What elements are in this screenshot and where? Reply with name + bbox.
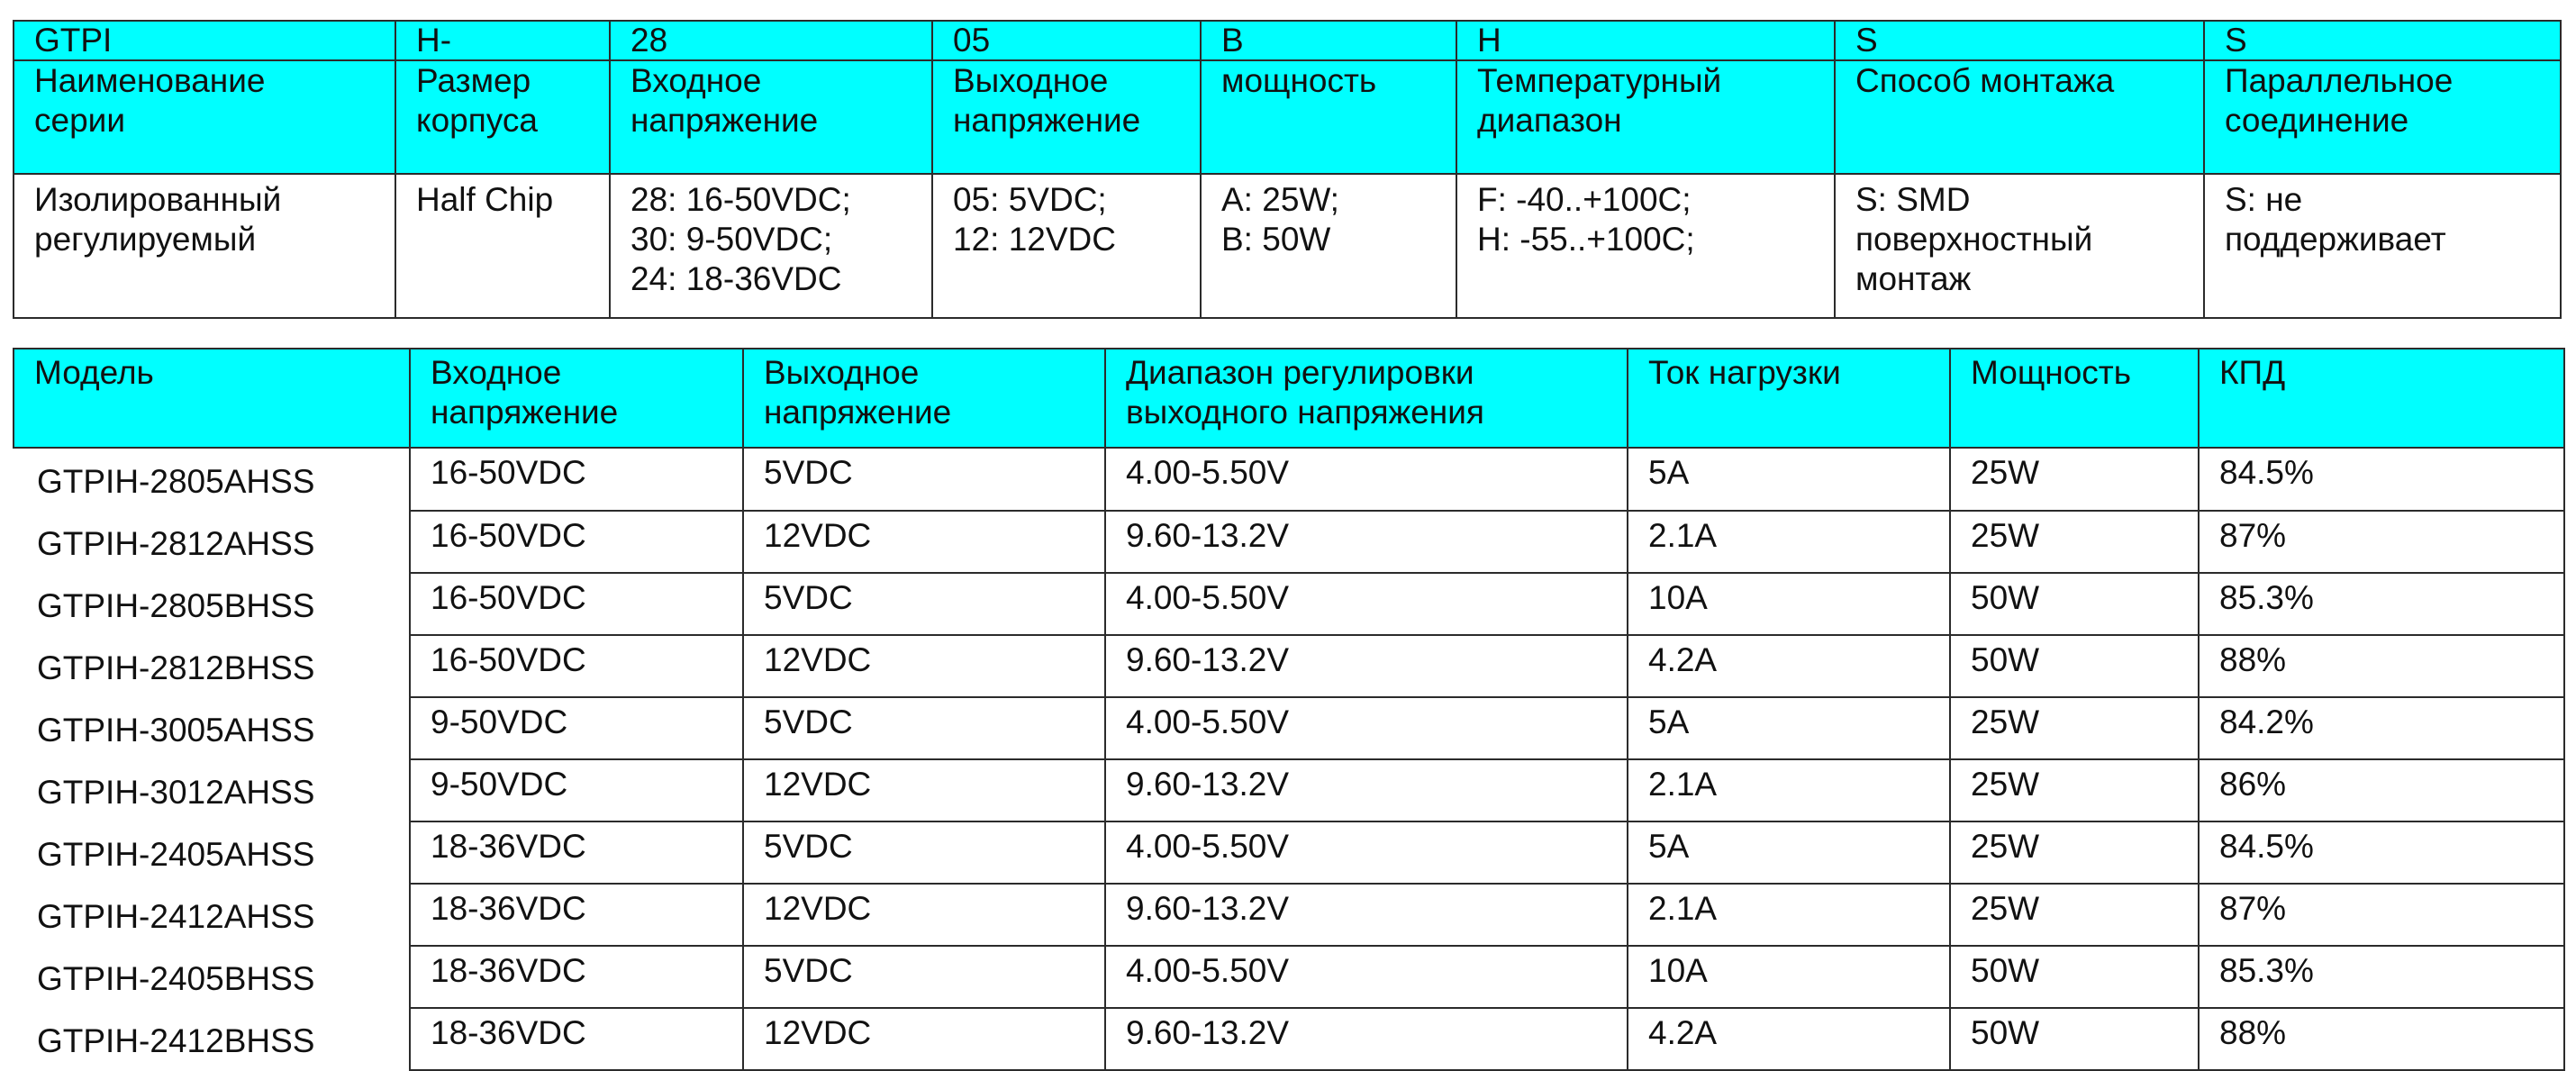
- model-cell: GTPIH-3005AHSS: [14, 697, 410, 759]
- current-cell: 10A: [1628, 573, 1950, 635]
- header-temp-range: Температурный диапазон: [1456, 60, 1835, 174]
- current-cell: 5A: [1628, 821, 1950, 884]
- power-cell: 25W: [1950, 511, 2199, 573]
- current-cell: 2.1A: [1628, 884, 1950, 946]
- model-rows: [14, 448, 2564, 1070]
- table-row: [14, 573, 2564, 635]
- value-case-size: Half Chip: [395, 174, 610, 318]
- output-cell: 5VDC: [743, 573, 1105, 635]
- model-cell: GTPIH-2805AHSS: [14, 448, 410, 511]
- value-mounting: S: SMD поверхностный монтаж: [1835, 174, 2204, 318]
- efficiency-cell: 84.5%: [2199, 448, 2564, 511]
- current-cell: 5A: [1628, 448, 1950, 511]
- code-cell-output: 05: [932, 21, 1201, 60]
- current-cell: 10A: [1628, 946, 1950, 1008]
- efficiency-cell: 87%: [2199, 511, 2564, 573]
- value-output-voltage: 05: 5VDC; 12: 12VDC: [932, 174, 1201, 318]
- adjust-cell: 4.00-5.50V: [1105, 821, 1628, 884]
- code-cell-mount: S: [1835, 21, 2204, 60]
- code-cell-size: H-: [395, 21, 610, 60]
- code-row: [14, 21, 2561, 60]
- model-cell: GTPIH-2812AHSS: [14, 511, 410, 573]
- model-cell: GTPIH-2405AHSS: [14, 821, 410, 884]
- power-cell: 25W: [1950, 759, 2199, 821]
- code-value-row: [14, 174, 2561, 318]
- model-cell: GTPIH-2405BHSS: [14, 946, 410, 1008]
- table-row: [14, 759, 2564, 821]
- power-cell: 25W: [1950, 697, 2199, 759]
- adjust-cell: 4.00-5.50V: [1105, 448, 1628, 511]
- header-efficiency: КПД: [2199, 349, 2564, 448]
- efficiency-cell: 86%: [2199, 759, 2564, 821]
- header-power-col: Мощность: [1950, 349, 2199, 448]
- header-adjust-range: Диапазон регулировки выходного напряжения: [1105, 349, 1628, 448]
- model-code-table: [13, 20, 2562, 319]
- header-power: мощность: [1201, 60, 1456, 174]
- adjust-cell: 9.60-13.2V: [1105, 635, 1628, 697]
- model-cell: GTPIH-3012AHSS: [14, 759, 410, 821]
- adjust-cell: 9.60-13.2V: [1105, 884, 1628, 946]
- value-parallel: S: не поддерживает: [2204, 174, 2561, 318]
- output-cell: 5VDC: [743, 821, 1105, 884]
- output-cell: 12VDC: [743, 511, 1105, 573]
- header-case-size: Размер корпуса: [395, 60, 610, 174]
- code-cell-parallel: S: [2204, 21, 2561, 60]
- efficiency-cell: 87%: [2199, 884, 2564, 946]
- table-row: [14, 448, 2564, 511]
- model-header-row: [14, 349, 2564, 448]
- adjust-cell: 4.00-5.50V: [1105, 573, 1628, 635]
- output-cell: 5VDC: [743, 946, 1105, 1008]
- current-cell: 2.1A: [1628, 511, 1950, 573]
- value-temp-range: F: -40..+100C; H: -55..+100C;: [1456, 174, 1835, 318]
- header-input-voltage: Входное напряжение: [610, 60, 932, 174]
- output-cell: 5VDC: [743, 448, 1105, 511]
- header-input: Входное напряжение: [410, 349, 743, 448]
- efficiency-cell: 84.5%: [2199, 821, 2564, 884]
- efficiency-cell: 88%: [2199, 635, 2564, 697]
- value-series-name: Изолированный регулируемый: [14, 174, 395, 318]
- output-cell: 12VDC: [743, 884, 1105, 946]
- input-cell: 16-50VDC: [410, 448, 743, 511]
- power-cell: 50W: [1950, 946, 2199, 1008]
- code-cell-input: 28: [610, 21, 932, 60]
- value-power: A: 25W; B: 50W: [1201, 174, 1456, 318]
- table-row: [14, 697, 2564, 759]
- adjust-cell: 9.60-13.2V: [1105, 759, 1628, 821]
- current-cell: 4.2A: [1628, 1008, 1950, 1070]
- table-row: [14, 821, 2564, 884]
- efficiency-cell: 84.2%: [2199, 697, 2564, 759]
- code-cell-power: B: [1201, 21, 1456, 60]
- header-output: Выходное напряжение: [743, 349, 1105, 448]
- header-model: Модель: [14, 349, 410, 448]
- input-cell: 16-50VDC: [410, 635, 743, 697]
- input-cell: 18-36VDC: [410, 884, 743, 946]
- current-cell: 2.1A: [1628, 759, 1950, 821]
- input-cell: 18-36VDC: [410, 821, 743, 884]
- efficiency-cell: 88%: [2199, 1008, 2564, 1070]
- power-cell: 50W: [1950, 1008, 2199, 1070]
- current-cell: 5A: [1628, 697, 1950, 759]
- model-cell: GTPIH-2805BHSS: [14, 573, 410, 635]
- adjust-cell: 4.00-5.50V: [1105, 697, 1628, 759]
- input-cell: 16-50VDC: [410, 573, 743, 635]
- adjust-cell: 9.60-13.2V: [1105, 1008, 1628, 1070]
- power-cell: 50W: [1950, 635, 2199, 697]
- header-load-current: Ток нагрузки: [1628, 349, 1950, 448]
- output-cell: 12VDC: [743, 635, 1105, 697]
- power-cell: 50W: [1950, 573, 2199, 635]
- header-mounting: Способ монтажа: [1835, 60, 2204, 174]
- table-row: [14, 511, 2564, 573]
- output-cell: 5VDC: [743, 697, 1105, 759]
- efficiency-cell: 85.3%: [2199, 573, 2564, 635]
- current-cell: 4.2A: [1628, 635, 1950, 697]
- input-cell: 18-36VDC: [410, 946, 743, 1008]
- output-cell: 12VDC: [743, 1008, 1105, 1070]
- model-cell: GTPIH-2812BHSS: [14, 635, 410, 697]
- model-spec-table: [13, 348, 2565, 1071]
- header-output-voltage: Выходное напряжение: [932, 60, 1201, 174]
- header-series-name: Наименование серии: [14, 60, 395, 174]
- model-cell: GTPIH-2412BHSS: [14, 1008, 410, 1070]
- table-row: [14, 884, 2564, 946]
- code-cell-series: GTPI: [14, 21, 395, 60]
- table-row: [14, 1008, 2564, 1070]
- code-header-row: [14, 60, 2561, 174]
- input-cell: 18-36VDC: [410, 1008, 743, 1070]
- adjust-cell: 9.60-13.2V: [1105, 511, 1628, 573]
- table-row: [14, 635, 2564, 697]
- output-cell: 12VDC: [743, 759, 1105, 821]
- model-cell: GTPIH-2412AHSS: [14, 884, 410, 946]
- power-cell: 25W: [1950, 821, 2199, 884]
- header-parallel: Параллельное соединение: [2204, 60, 2561, 174]
- efficiency-cell: 85.3%: [2199, 946, 2564, 1008]
- power-cell: 25W: [1950, 884, 2199, 946]
- input-cell: 9-50VDC: [410, 759, 743, 821]
- input-cell: 16-50VDC: [410, 511, 743, 573]
- input-cell: 9-50VDC: [410, 697, 743, 759]
- value-input-voltage: 28: 16-50VDC; 30: 9-50VDC; 24: 18-36VDC: [610, 174, 932, 318]
- table-row: [14, 946, 2564, 1008]
- power-cell: 25W: [1950, 448, 2199, 511]
- code-cell-temp: H: [1456, 21, 1835, 60]
- adjust-cell: 4.00-5.50V: [1105, 946, 1628, 1008]
